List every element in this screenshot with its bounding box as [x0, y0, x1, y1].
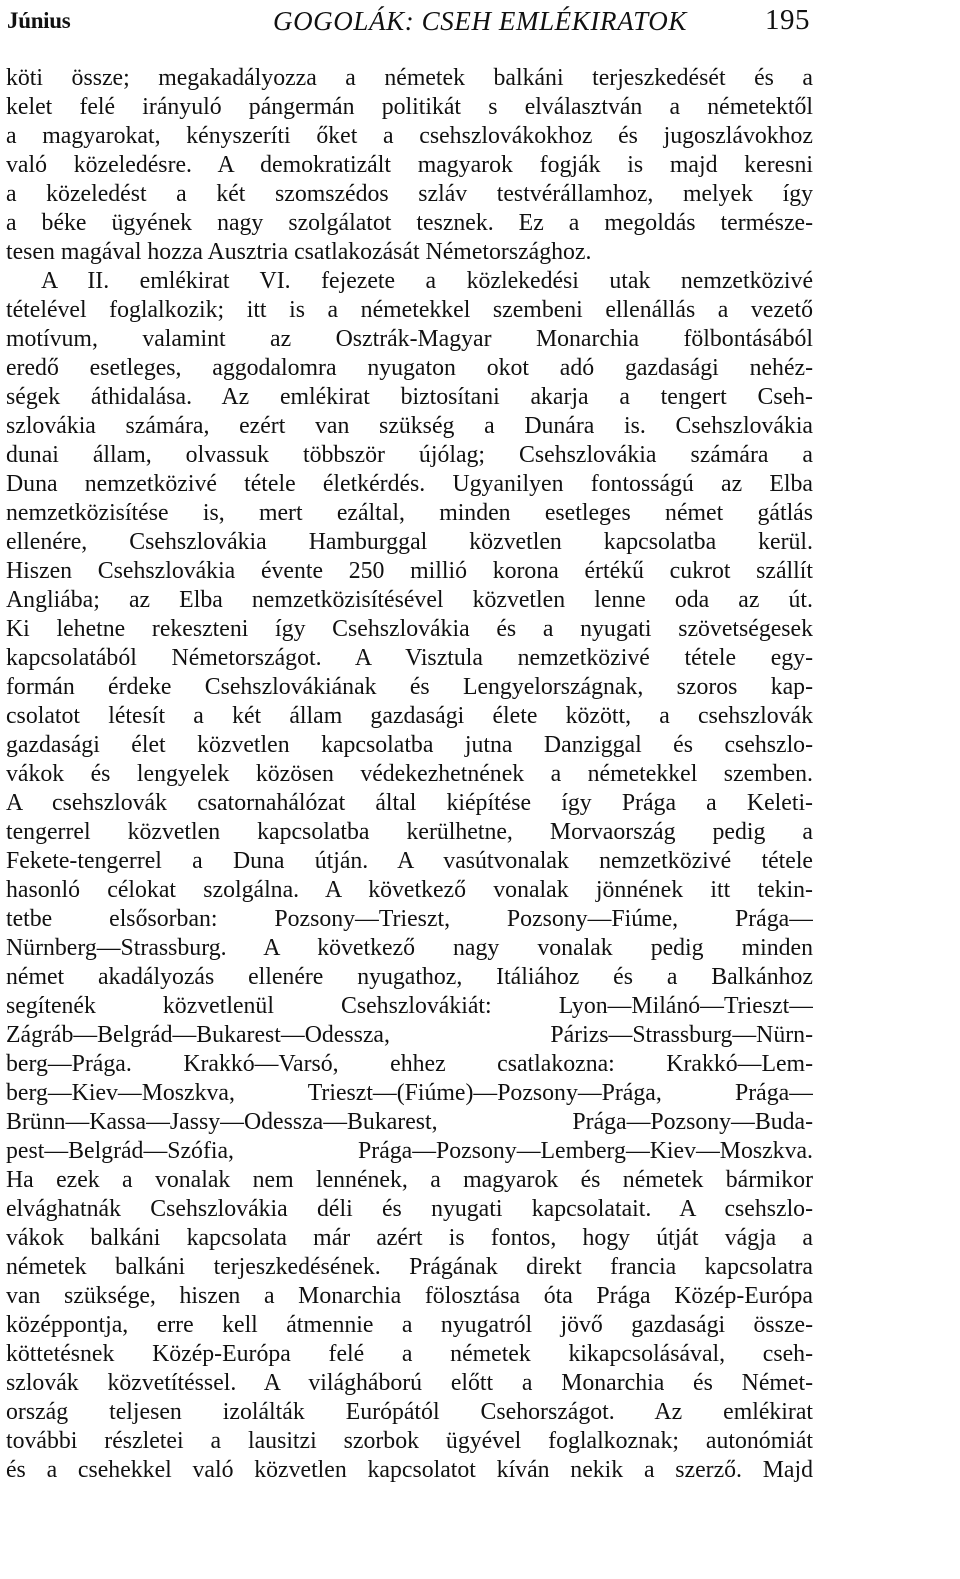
text-line: pest—Belgrád—Szófia, Prága—Pozsony—Lemberg—Kiev—Moszkva. [6, 1138, 813, 1164]
text-line: elvághatnák Csehszlovákia déli és nyugati kapcsolatait. A csehszlo- [6, 1196, 813, 1222]
text-line: tetbe elsősorban: Pozsony—Trieszt, Pozsony—Fiúme, Prága— [6, 906, 813, 932]
text-line: való közeledésre. A demokratizált magyarok fogják is majd keresni [6, 152, 813, 178]
running-header [0, 0, 960, 50]
text-line: Ki lehetne rekeszteni így Csehszlovákia és a nyugati szövetségesek [6, 616, 813, 642]
text-line: a magyarokat, kényszeríti őket a csehszlovákokhoz és jugoszlávokhoz [6, 123, 813, 149]
text-line: berg—Kiev—Moszkva, Trieszt—(Fiúme)—Pozsony—Prága, Prága— [6, 1080, 813, 1106]
text-line: A csehszlovák csatornahálózat által kiépítése így Prága a Keleti- [6, 790, 813, 816]
text-line: Hiszen Csehszlovákia évente 250 millió korona értékű cukrot szállít [6, 558, 813, 584]
text-line: német akadályozás ellenére nyugathoz, Itáliához és a Balkánhoz [6, 964, 813, 990]
text-line: tételével foglalkozik; itt is a németekkel szembeni ellenállás a vezető [6, 297, 813, 323]
text-line: Nürnberg—Strassburg. A következő nagy vonalak pedig minden [6, 935, 813, 961]
text-line: tengerrel közvetlen kapcsolatba kerülhetne, Morvaország pedig a [6, 819, 813, 845]
text-line: szlovákia számára, ezért van szükség a Dunára is. Csehszlovákia [6, 413, 813, 439]
text-line: Ha ezek a vonalak nem lennének, a magyarok és németek bármikor [6, 1167, 813, 1193]
page-number: 195 [765, 4, 810, 36]
text-line: tesen magával hozza Ausztria csatlakozását Németországhoz. [6, 239, 592, 265]
header-month: Június [7, 8, 71, 33]
text-line: németek balkáni terjeszkedésének. Prágának direkt francia kapcsolatra [6, 1254, 813, 1280]
text-line: és a csehekkel való közvetlen kapcsolatot kíván nekik a szerző. Majd [6, 1457, 813, 1483]
text-line: további részletei a lausitzi szorbok ügyével foglalkoznak; autonómiát [6, 1428, 813, 1454]
text-line: Zágráb—Belgrád—Bukarest—Odessza, Párizs—Strassburg—Nürn- [6, 1022, 813, 1048]
text-line: a közeledést a két szomszédos szláv testvérállamhoz, melyek így [6, 181, 813, 207]
body-text [6, 64, 813, 1485]
text-line: ellenére, Csehszlovákia Hamburggal közvetlen kapcsolatba kerül. [6, 529, 813, 555]
text-line: középpontja, erre kell átmennie a nyugatról jövő gazdasági össze- [6, 1312, 813, 1338]
text-line: nemzetközisítése is, mert ezáltal, minden esetleges német gátlás [6, 500, 813, 526]
text-line: vákok balkáni kapcsolata már azért is fontos, hogy útját vágja a [6, 1225, 813, 1251]
text-line: van szüksége, hiszen a Monarchia fölosztása óta Prága Közép-Európa [6, 1283, 813, 1309]
header-title: GOGOLÁK: CSEH EMLÉKIRATOK [272, 6, 687, 36]
text-line: Brünn—Kassa—Jassy—Odessza—Bukarest, Prága—Pozsony—Buda- [6, 1109, 813, 1135]
text-line: segítenék közvetlenül Csehszlovákiát: Lyon—Milánó—Trieszt— [6, 993, 813, 1019]
text-line: kelet felé irányuló pángermán politikát s elválasztván a németektől [6, 94, 813, 120]
text-line: Angliába; az Elba nemzetközisítésével közvetlen lenne oda az út. [6, 587, 813, 613]
text-line: berg—Prága. Krakkó—Varsó, ehhez csatlakozna: Krakkó—Lem- [6, 1051, 813, 1077]
text-line: ségek áthidalása. Az emlékirat biztosítani akarja a tengert Cseh- [6, 384, 813, 410]
text-line: ország teljesen izolálták Európától Csehországot. Az emlékirat [6, 1399, 813, 1425]
text-line: Duna nemzetközivé tétele életkérdés. Ugyanilyen fontosságú az Elba [6, 471, 813, 497]
text-line: Fekete-tengerrel a Duna útján. A vasútvonalak nemzetközivé tétele [6, 848, 813, 874]
text-line: köttetésnek Közép-Európa felé a németek kikapcsolásával, cseh- [6, 1341, 813, 1367]
text-line: vákok és lengyelek közösen védekezhetnének a németekkel szemben. [6, 761, 813, 787]
text-line: dunai állam, olvassuk többször újólag; Csehszlovákia számára a [6, 442, 813, 468]
text-line: motívum, valamint az Osztrák-Magyar Monarchia fölbontásából [6, 326, 813, 352]
text-line: hasonló célokat szolgálna. A következő vonalak jönnének itt tekin- [6, 877, 813, 903]
text-line: gazdasági élet közvetlen kapcsolatba jutna Danziggal és csehszlo- [6, 732, 813, 758]
text-line: eredő esetleges, aggodalomra nyugaton okot adó gazdasági nehéz- [6, 355, 813, 381]
text-line: formán érdeke Csehszlovákiának és Lengyelországnak, szoros kap- [6, 674, 813, 700]
text-line: köti össze; megakadályozza a németek balkáni terjeszkedését és a [6, 65, 813, 91]
text-line: csolatot létesít a két állam gazdasági élete között, a csehszlovák [6, 703, 813, 729]
text-line: kapcsolatából Németországot. A Visztula nemzetközivé tétele egy- [6, 645, 813, 671]
text-line: a béke ügyének nagy szolgálatot tesznek. Ez a megoldás természe- [6, 210, 813, 236]
text-line: szlovák közvetítéssel. A világháború előtt a Monarchia és Német- [6, 1370, 813, 1396]
text-line: A II. emlékirat VI. fejezete a közlekedési utak nemzetközivé [41, 268, 813, 294]
